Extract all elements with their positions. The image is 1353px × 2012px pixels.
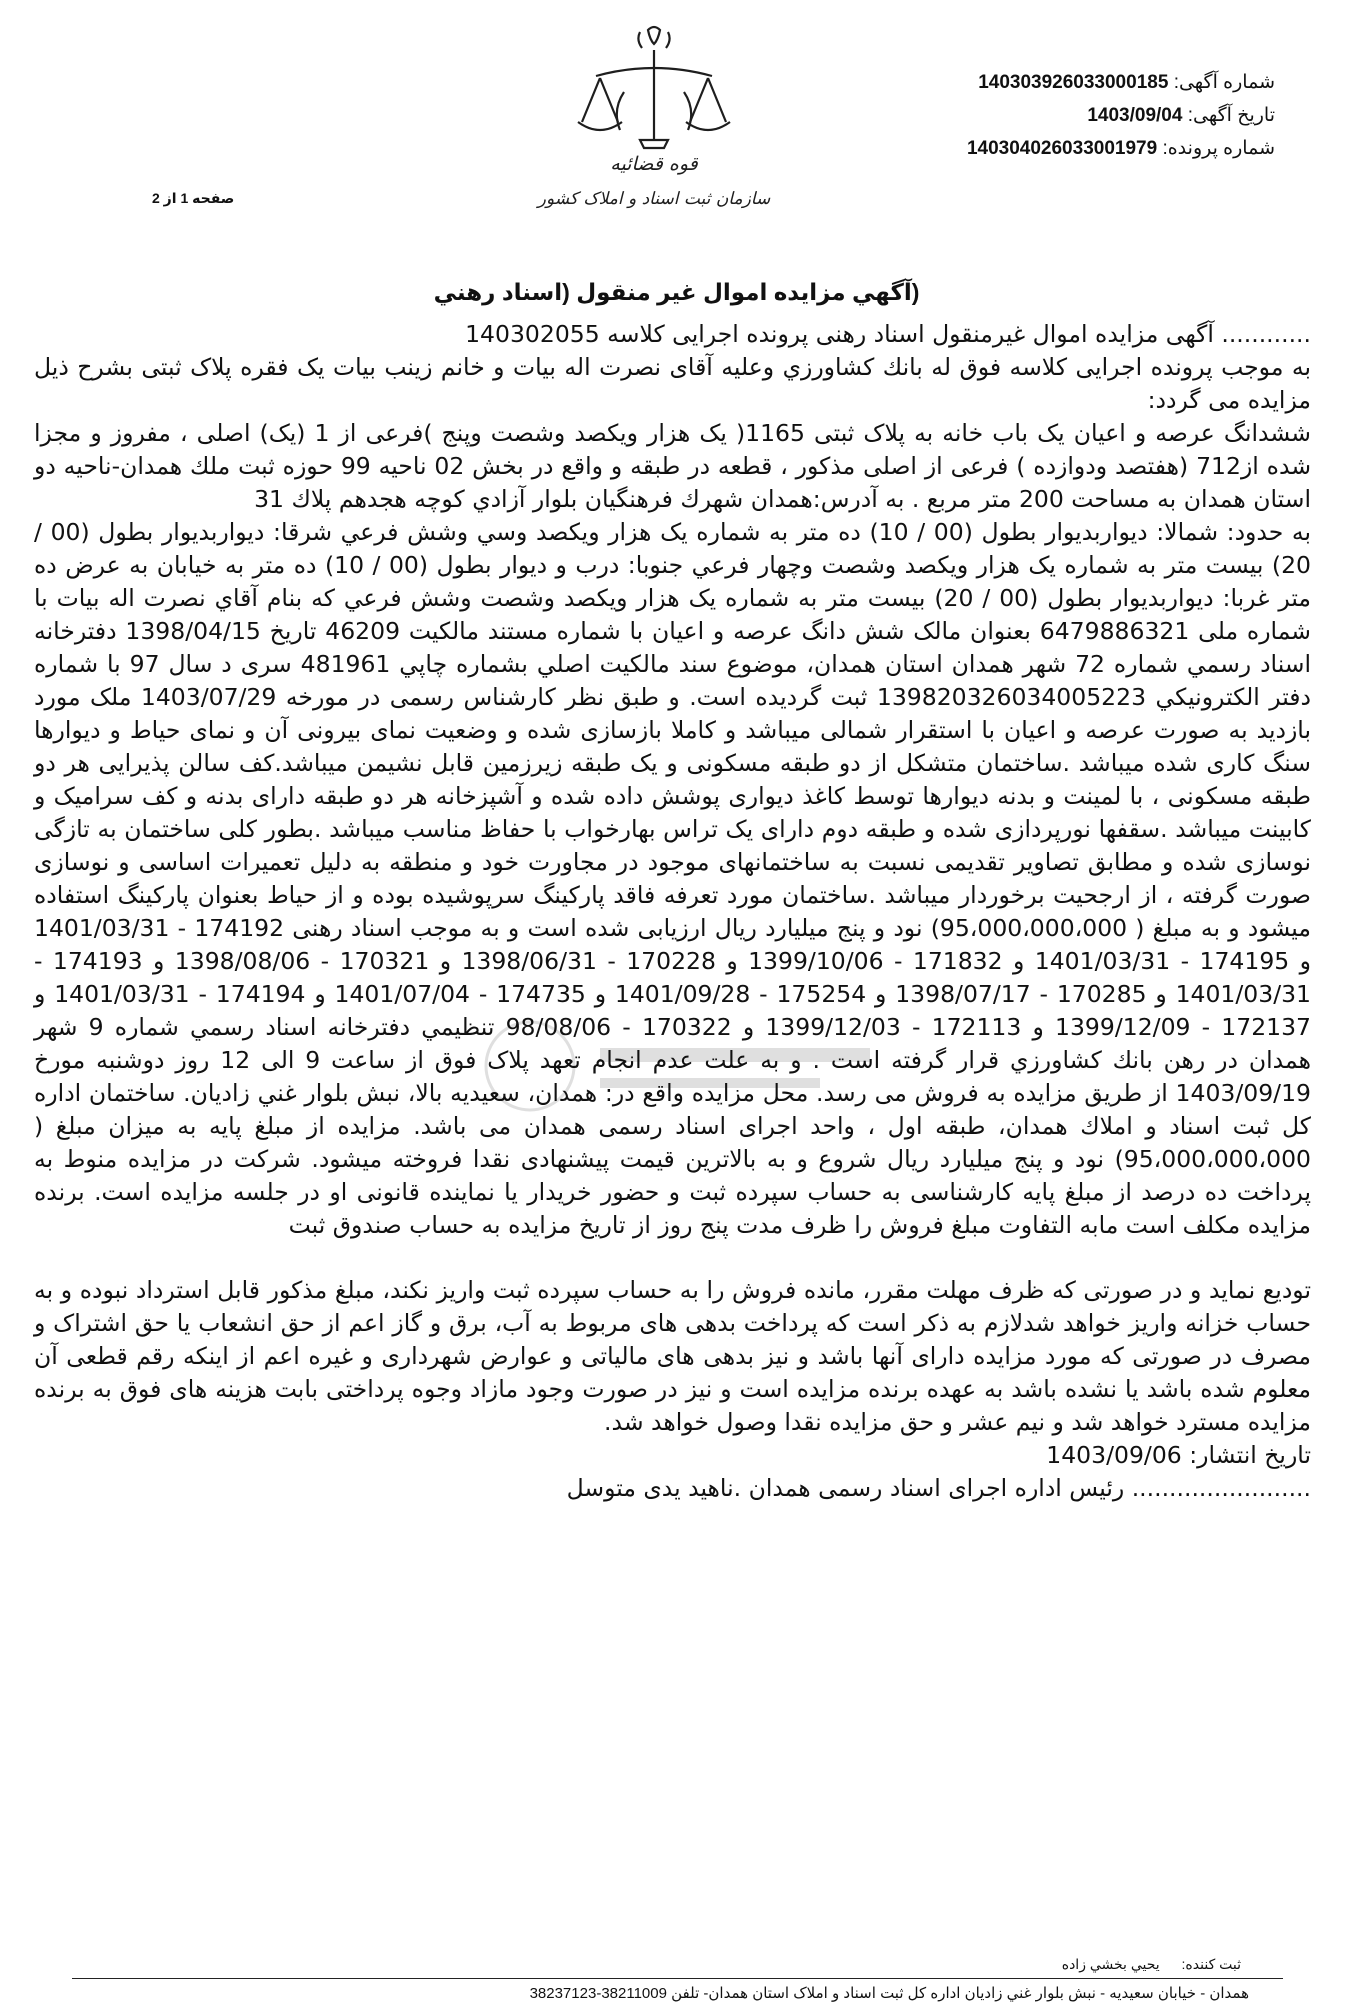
paragraph-gap bbox=[34, 1242, 1311, 1274]
case-number-row bbox=[967, 132, 1275, 165]
signature-line: ........................ رئیس اداره اجرای اسناد رسمی همدان .ناهید یدی متوسل bbox=[566, 1474, 1311, 1502]
footer-divider bbox=[72, 1978, 1283, 1979]
notice-title: (آگهي مزايده اموال غير منقول (اسناد رهني bbox=[433, 279, 920, 305]
case-number-label: شماره پرونده: bbox=[1162, 138, 1275, 159]
judiciary-scales-emblem-icon bbox=[536, 22, 772, 222]
publish-date-label: تاريخ انتشار: bbox=[1189, 1441, 1311, 1469]
publish-date: 1403/09/06 bbox=[1046, 1441, 1182, 1469]
publish-date-line bbox=[34, 1439, 1311, 1472]
footer-address: همدان - خيابان سعيديه - نبش بلوار غني زاديان اداره كل ثبت اسناد و املاک استان همدان- تلفن 38211009-38237123 bbox=[529, 1985, 1249, 2002]
ad-number: 140303926033000185 bbox=[978, 72, 1169, 93]
ad-number-label: شماره آگهی: bbox=[1173, 72, 1275, 93]
header-meta bbox=[967, 66, 1275, 165]
ad-number-row bbox=[967, 66, 1275, 99]
lead-line: ............ آگهی مزایده اموال غیرمنقول اسناد رهنی پرونده اجرایی کلاسه 140302055 bbox=[465, 320, 1311, 348]
ad-date: 1403/09/04 bbox=[1087, 105, 1183, 126]
registrar bbox=[1062, 1956, 1241, 1973]
case-number: 140304026033001979 bbox=[966, 138, 1158, 159]
paragraph-intro: به موجب پرونده اجرایی کلاسه فوق له بانك كشاورزي وعلیه آقای نصرت اله بیات و خانم زینب بیات یک فقره پلاک ثبتی بشرح ذیل مزایده می گردد: bbox=[34, 353, 1311, 414]
logo-text-bottom: سازمان ثبت اسناد و املاک کشور bbox=[537, 189, 771, 209]
notice-body bbox=[34, 318, 1311, 1505]
paragraph-property: ششدانگ عرصه و اعیان یک باب خانه به پلاک ثبتی 1165( یک هزار ویکصد وشصت وپنج )فرعی از 1 (یک) اصلی ، مفروز و مجزا شده از712 (هفتصد ودوازده ) فرعی از اصلی مذکور ، قطعه در طبقه و واقع در بخش 02 ناحيه 99 حوزه ثبت ملك همدان-ناحيه دو استان همدان به مساحت 200 متر مربع . به آدرس:همدان شهرك فرهنگيان بلوار آزادي كوچه هجدهم پلاك 31 bbox=[34, 419, 1312, 513]
registrar-label: ثبت كننده: bbox=[1181, 1956, 1241, 1972]
ad-date-label: تاریخ آگهی: bbox=[1187, 105, 1275, 126]
paragraph-boundaries: به حدود: شمالا: ديواربديوار بطول (00 / 10) ده متر به شماره یک هزار ويكصد وسي وشش فرعي شرقا: ديواربديوار بطول (00 / 20) بيست متر به شماره يک هزار ويکصد وشصت وچهار فرعي جنوبا: درب و ديوار بطول (00 / 10) ده متر به خيابان به عرض ده متر غربا: ديواربديوار بطول (00 / 20) بيست متر به شماره يک هزار ويکصد وشصت وشش فرعي كه بنام آقاي نصرت اله بيات با شماره ملی 6479886321 بعنوان مالک شش دانگ عرصه و اعيان با شماره مستند مالکيت 46209 تاريخ 1398/04/15 دفترخانه اسناد رسمي شماره 72 شهر همدان استان همدان، موضوع سند مالکيت اصلي بشماره چاپي 481961 سری د سال 97 با شماره دفتر الكترونيكي 139820326034005223 ثبت گرديده است. و طبق نظر کارشناس رسمی در مورخه 1403/07/29 ملک مورد بازدید به صورت عرصه و اعیان با استقرار شمالی میباشد و کاملا بازسازی شده و وضعیت نمای بیرونی آن و نمای حیاط و دیوارها سنگ کاری شده میباشد .ساختمان متشکل از دو طبقه مسکونی و یک طبقه زیرزمین قابل نشیمن میباشد.کف سالن پذیرایی هر دو طبقه مسکونی ، با لمینت و بدنه دیوارها توسط کاغذ دیواری پوشش داده شده و آشپزخانه هر دو طبقه دارای بدنه و کف سرامیک و کابینت میباشد .سقفها نورپردازی شده و طبقه دوم دارای یک تراس بهارخواب با حفاظ مناسب میباشد .بطور کلی ساختمان به تازگی نوسازی شده و مطابق تصاویر تقدیمی نسبت به ساختمانهای موجود در مجاورت خود و منطقه به دلیل تعمیرات اساسی و نوسازی صورت گرفته ، از ارجحیت برخوردار میباشد .ساختمان مورد تعرفه فاقد پارکینگ سرپوشیده بوده و از حیاط بعنوان پارکینگ استفاده میشود و به مبلغ ( 95،000،000،000) نود و پنج میلیارد ریال ارزیابی شده است و به موجب اسناد رهنی 174192 - 1401/03/31 و 174195 - 1401/03/31 و 171832 - 1399/10/06 و 170228 - 1398/06/31 و 170321 - 1398/08/06 و 174193 - 1401/03/31 و 170285 - 1398/07/17 و 175254 - 1401/09/28 و 174735 - 1401/07/04 و 174194 - 1401/03/31 و 172137 - 1399/12/09 و 172113 - 1399/12/03 و 170322 - 98/08/06 تنظيمي دفترخانه اسناد رسمي شماره 9 شهر همدان در رهن بانك كشاورزي قرار گرفته است . و به علت عدم انجام تعهد پلاک فوق از ساعت 9 الی 12 روز دوشنبه مورخ 1403/09/19 از طریق مزایده به فروش می رسد. محل مزايده واقع در: همدان، سعيديه بالا، نبش بلوار غني زاديان. ساختمان اداره كل ثبت اسناد و املاك همدان، طبقه اول ، واحد اجرای اسناد رسمی همدان می باشد. مزایده از مبلغ پایه به میزان مبلغ ( 95،000،000،000) نود و پنج میلیارد ریال شروع و به بالاترین قیمت پیشنهادی نقدا فروخته میشود. شرکت در مزایده منوط به پرداخت ده درصد از مبلغ پایه کارشناسی به حساب سپرده ثبت و حضور خریدار یا نماینده قانونی او در جلسه مزایده است. برنده مزایده مکلف است مابه التفاوت مبلغ فروش را ظرف مدت پنج روز از تاریخ مزایده به حساب صندوق ثبت bbox=[34, 518, 1312, 1239]
ad-date-row bbox=[967, 99, 1275, 132]
logo-text-top: قوه قضائیه bbox=[610, 153, 698, 175]
registrar-name: يحيي بخشي زاده bbox=[1061, 1956, 1160, 1972]
page-number: صفحه 1 از 2 bbox=[152, 190, 235, 206]
paragraph-conditions: تودیع نماید و در صورتی که ظرف مهلت مقرر، مانده فروش را به حساب سپرده ثبت واریز نکند، مبلغ مذکور قابل استرداد نبوده و به حساب خزانه واریز خواهد شدلازم به ذکر است که پرداخت بدهی های مربوط به آب، برق و گاز اعم از حق انشعاب یا حق اشتراک و مصرف در صورتی که مورد مزایده دارای آنها باشد و نیز بدهی های مالیاتی و عوارض شهرداری و غیره اعم از اینکه رقم قطعی آن معلوم شده باشد یا نشده باشد به عهده برنده مزایده است و نیز در صورت وجود مازاد وجوه پرداختی بابت هزینه های فوق به برنده مزایده مسترد خواهد شد و نیم عشر و حق مزایده نقدا وصول خواهد شد. bbox=[34, 1276, 1311, 1436]
